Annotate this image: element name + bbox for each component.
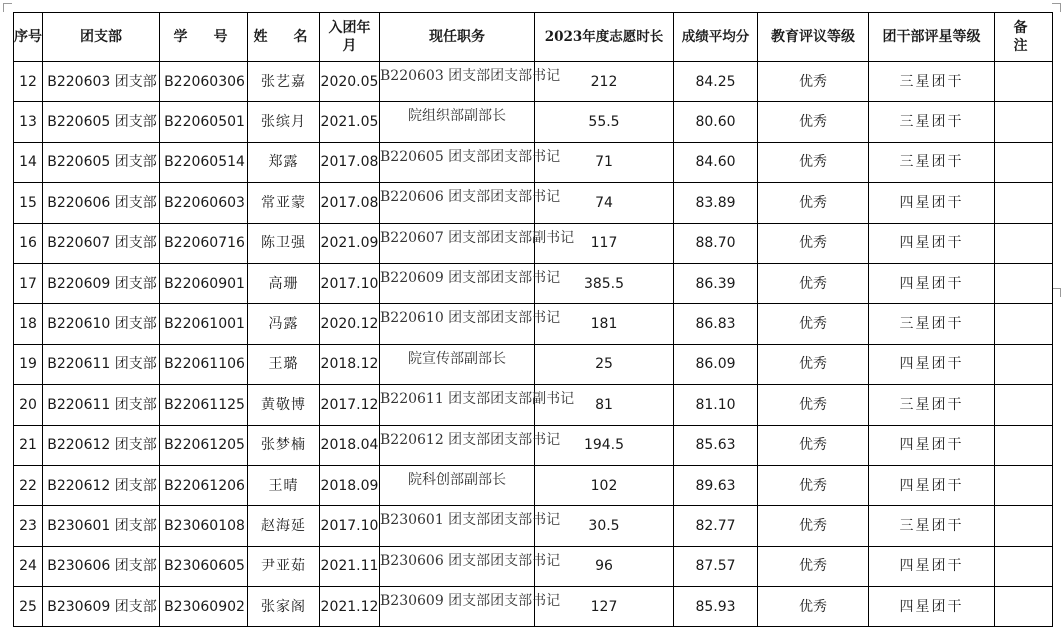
table-row xyxy=(14,344,1053,384)
row-star-rating: 四星团干 xyxy=(869,425,995,465)
row-join-date: 2021.11 xyxy=(320,546,380,586)
row-star-rating: 三星团干 xyxy=(869,62,995,102)
row-star-rating: 三星团干 xyxy=(869,102,995,142)
row-notes xyxy=(995,102,1053,142)
row-index: 19 xyxy=(14,344,43,384)
row-join-date: 2018.04 xyxy=(320,425,380,465)
table-row xyxy=(14,546,1053,586)
table-row xyxy=(14,304,1053,344)
table-body xyxy=(14,62,1053,627)
header-join-date: 入团年月 xyxy=(320,13,380,62)
row-name: 张缤月 xyxy=(248,102,320,142)
row-average-score: 88.70 xyxy=(674,223,758,263)
row-evaluation-grade: 优秀 xyxy=(758,587,869,627)
row-index: 24 xyxy=(14,546,43,586)
row-average-score: 86.09 xyxy=(674,344,758,384)
row-notes xyxy=(995,304,1053,344)
sheet-corner-mark-mid-right xyxy=(1052,288,1061,297)
row-current-role: B230606 团支部团支部书记 xyxy=(380,546,535,586)
row-current-role: B220605 团支部团支部书记 xyxy=(380,142,535,182)
row-join-date: 2017.08 xyxy=(320,183,380,223)
row-join-date: 2021.12 xyxy=(320,587,380,627)
row-current-role: B220607 团支部团支部副书记 xyxy=(380,223,535,263)
row-notes xyxy=(995,62,1053,102)
row-average-score: 81.10 xyxy=(674,385,758,425)
row-star-rating: 四星团干 xyxy=(869,263,995,303)
row-volunteer-hours: 55.5 xyxy=(535,102,674,142)
row-student-id: B23060108 xyxy=(160,506,248,546)
table-row xyxy=(14,263,1053,303)
row-current-role: B230609 团支部团支部书记 xyxy=(380,587,535,627)
row-student-id: B22060716 xyxy=(160,223,248,263)
row-evaluation-grade: 优秀 xyxy=(758,223,869,263)
row-current-role: B220609 团支部团支部书记 xyxy=(380,263,535,303)
row-name: 王晴 xyxy=(248,465,320,505)
sheet-corner-mark-top-right xyxy=(1052,3,1061,12)
row-join-date: 2021.09 xyxy=(320,223,380,263)
sheet-corner-mark-top-left xyxy=(3,3,12,12)
table-row xyxy=(14,385,1053,425)
row-star-rating: 三星团干 xyxy=(869,385,995,425)
row-student-id: B22060603 xyxy=(160,183,248,223)
row-average-score: 83.89 xyxy=(674,183,758,223)
row-current-role: B230601 团支部团支部书记 xyxy=(380,506,535,546)
row-join-date: 2017.10 xyxy=(320,506,380,546)
row-student-id: B22061206 xyxy=(160,465,248,505)
row-name: 赵海延 xyxy=(248,506,320,546)
row-student-id: B23060902 xyxy=(160,587,248,627)
row-join-date: 2018.12 xyxy=(320,344,380,384)
row-evaluation-grade: 优秀 xyxy=(758,102,869,142)
row-name: 张家阁 xyxy=(248,587,320,627)
row-name: 常亚蒙 xyxy=(248,183,320,223)
row-branch: B220612 团支部 xyxy=(43,425,160,465)
row-notes xyxy=(995,425,1053,465)
row-average-score: 89.63 xyxy=(674,465,758,505)
row-join-date: 2020.05 xyxy=(320,62,380,102)
row-branch: B230606 团支部 xyxy=(43,546,160,586)
row-notes xyxy=(995,263,1053,303)
row-evaluation-grade: 优秀 xyxy=(758,385,869,425)
row-current-role: B220606 团支部团支部书记 xyxy=(380,183,535,223)
row-index: 22 xyxy=(14,465,43,505)
row-branch: B220606 团支部 xyxy=(43,183,160,223)
table-row xyxy=(14,183,1053,223)
table-row xyxy=(14,465,1053,505)
row-notes xyxy=(995,142,1053,182)
row-evaluation-grade: 优秀 xyxy=(758,344,869,384)
header-name: 姓 名 xyxy=(248,13,320,62)
row-average-score: 82.77 xyxy=(674,506,758,546)
row-student-id: B22060514 xyxy=(160,142,248,182)
row-volunteer-hours: 74 xyxy=(535,183,674,223)
row-notes xyxy=(995,183,1053,223)
row-evaluation-grade: 优秀 xyxy=(758,142,869,182)
row-notes xyxy=(995,385,1053,425)
header-average-score: 成绩平均分 xyxy=(674,13,758,62)
row-volunteer-hours: 181 xyxy=(535,304,674,344)
table-row xyxy=(14,506,1053,546)
row-name: 张艺嘉 xyxy=(248,62,320,102)
row-volunteer-hours: 96 xyxy=(535,546,674,586)
row-branch: B220610 团支部 xyxy=(43,304,160,344)
row-current-role: 院科创部副部长 xyxy=(380,465,535,505)
row-star-rating: 四星团干 xyxy=(869,183,995,223)
row-index: 17 xyxy=(14,263,43,303)
row-star-rating: 四星团干 xyxy=(869,344,995,384)
row-branch: B220603 团支部 xyxy=(43,62,160,102)
row-current-role: 院宣传部副部长 xyxy=(380,344,535,384)
row-current-role: B220611 团支部团支部副书记 xyxy=(380,385,535,425)
row-student-id: B22060501 xyxy=(160,102,248,142)
row-index: 15 xyxy=(14,183,43,223)
row-volunteer-hours: 25 xyxy=(535,344,674,384)
row-student-id: B22061125 xyxy=(160,385,248,425)
row-branch: B220611 团支部 xyxy=(43,385,160,425)
header-row xyxy=(14,13,1053,62)
row-branch: B230601 团支部 xyxy=(43,506,160,546)
row-index: 25 xyxy=(14,587,43,627)
row-evaluation-grade: 优秀 xyxy=(758,465,869,505)
row-volunteer-hours: 385.5 xyxy=(535,263,674,303)
row-notes xyxy=(995,223,1053,263)
row-current-role: B220610 团支部团支部书记 xyxy=(380,304,535,344)
row-branch: B220612 团支部 xyxy=(43,465,160,505)
row-notes xyxy=(995,546,1053,586)
row-average-score: 84.60 xyxy=(674,142,758,182)
row-name: 张梦楠 xyxy=(248,425,320,465)
row-join-date: 2021.05 xyxy=(320,102,380,142)
row-notes xyxy=(995,344,1053,384)
row-name: 郑露 xyxy=(248,142,320,182)
row-student-id: B22060306 xyxy=(160,62,248,102)
row-volunteer-hours: 102 xyxy=(535,465,674,505)
row-branch: B220611 团支部 xyxy=(43,344,160,384)
table-row xyxy=(14,587,1053,627)
row-student-id: B22061106 xyxy=(160,344,248,384)
row-branch: B230609 团支部 xyxy=(43,587,160,627)
table-row xyxy=(14,62,1053,102)
row-star-rating: 三星团干 xyxy=(869,304,995,344)
row-star-rating: 四星团干 xyxy=(869,587,995,627)
volunteer-cadre-table xyxy=(13,12,1053,627)
row-volunteer-hours: 212 xyxy=(535,62,674,102)
row-notes xyxy=(995,465,1053,505)
row-index: 12 xyxy=(14,62,43,102)
row-evaluation-grade: 优秀 xyxy=(758,304,869,344)
row-join-date: 2017.08 xyxy=(320,142,380,182)
row-star-rating: 三星团干 xyxy=(869,142,995,182)
row-evaluation-grade: 优秀 xyxy=(758,263,869,303)
header-current-role: 现任职务 xyxy=(380,13,535,62)
row-volunteer-hours: 81 xyxy=(535,385,674,425)
row-join-date: 2018.09 xyxy=(320,465,380,505)
row-average-score: 86.39 xyxy=(674,263,758,303)
row-notes xyxy=(995,506,1053,546)
row-evaluation-grade: 优秀 xyxy=(758,425,869,465)
row-average-score: 85.63 xyxy=(674,425,758,465)
table-row xyxy=(14,425,1053,465)
header-student-id: 学 号 xyxy=(160,13,248,62)
header-index: 序号 xyxy=(14,13,43,62)
row-branch: B220605 团支部 xyxy=(43,102,160,142)
header-volunteer-hours: 2023年度志愿时长 xyxy=(535,13,674,62)
row-index: 14 xyxy=(14,142,43,182)
row-student-id: B22060901 xyxy=(160,263,248,303)
row-join-date: 2017.12 xyxy=(320,385,380,425)
row-volunteer-hours: 117 xyxy=(535,223,674,263)
row-average-score: 84.25 xyxy=(674,62,758,102)
table-row xyxy=(14,223,1053,263)
row-name: 冯露 xyxy=(248,304,320,344)
row-student-id: B22061001 xyxy=(160,304,248,344)
row-index: 23 xyxy=(14,506,43,546)
table-row xyxy=(14,102,1053,142)
row-average-score: 80.60 xyxy=(674,102,758,142)
row-volunteer-hours: 127 xyxy=(535,587,674,627)
row-name: 王璐 xyxy=(248,344,320,384)
row-evaluation-grade: 优秀 xyxy=(758,183,869,223)
row-star-rating: 三星团干 xyxy=(869,506,995,546)
row-evaluation-grade: 优秀 xyxy=(758,546,869,586)
row-current-role: 院组织部副部长 xyxy=(380,102,535,142)
row-index: 21 xyxy=(14,425,43,465)
row-student-id: B23060605 xyxy=(160,546,248,586)
row-name: 高珊 xyxy=(248,263,320,303)
row-average-score: 86.83 xyxy=(674,304,758,344)
row-branch: B220609 团支部 xyxy=(43,263,160,303)
row-average-score: 85.93 xyxy=(674,587,758,627)
row-average-score: 87.57 xyxy=(674,546,758,586)
row-evaluation-grade: 优秀 xyxy=(758,506,869,546)
row-star-rating: 四星团干 xyxy=(869,223,995,263)
row-join-date: 2017.10 xyxy=(320,263,380,303)
row-student-id: B22061205 xyxy=(160,425,248,465)
table-row xyxy=(14,142,1053,182)
row-name: 陈卫强 xyxy=(248,223,320,263)
row-notes xyxy=(995,587,1053,627)
row-branch: B220607 团支部 xyxy=(43,223,160,263)
row-volunteer-hours: 30.5 xyxy=(535,506,674,546)
header-branch: 团支部 xyxy=(43,13,160,62)
header-evaluation-grade: 教育评议等级 xyxy=(758,13,869,62)
row-star-rating: 四星团干 xyxy=(869,546,995,586)
row-star-rating: 四星团干 xyxy=(869,465,995,505)
row-name: 黄敬博 xyxy=(248,385,320,425)
row-name: 尹亚茹 xyxy=(248,546,320,586)
row-evaluation-grade: 优秀 xyxy=(758,62,869,102)
header-star-rating: 团干部评星等级 xyxy=(869,13,995,62)
row-volunteer-hours: 71 xyxy=(535,142,674,182)
row-join-date: 2020.12 xyxy=(320,304,380,344)
row-index: 16 xyxy=(14,223,43,263)
row-index: 20 xyxy=(14,385,43,425)
row-index: 18 xyxy=(14,304,43,344)
row-index: 13 xyxy=(14,102,43,142)
row-current-role: B220603 团支部团支部书记 xyxy=(380,62,535,102)
row-branch: B220605 团支部 xyxy=(43,142,160,182)
row-current-role: B220612 团支部团支部书记 xyxy=(380,425,535,465)
header-notes: 备 注 xyxy=(995,13,1053,62)
row-volunteer-hours: 194.5 xyxy=(535,425,674,465)
